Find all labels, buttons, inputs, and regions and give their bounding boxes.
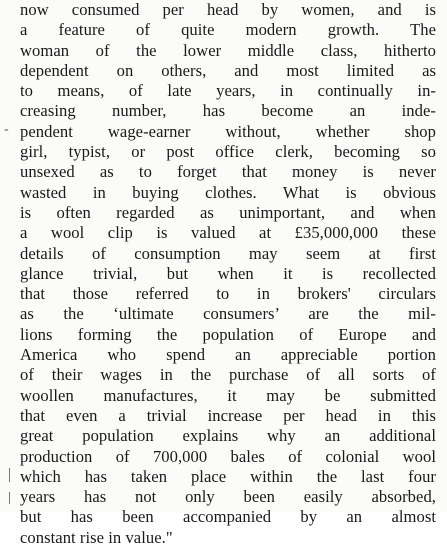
text-line: dependent on others, and most limited as	[20, 60, 436, 80]
text-line: unsexed as to forget that money is never	[20, 162, 436, 182]
text-line: a wool clip is valued at £35,000,000 these	[20, 223, 436, 243]
text-line: as the ‘ultimate consumers’ are the mil-	[20, 304, 436, 324]
text-line: a feature of quite modern growth. The	[20, 20, 436, 40]
text-line: now consumed per head by women, and is	[20, 0, 436, 19]
text-line: which has taken place within the last four	[20, 466, 436, 486]
text-line: is often regarded as unimportant, and when	[20, 202, 436, 222]
text-line: creasing number, has become an inde-	[20, 101, 436, 121]
text-line: woman of the lower middle class, hitherto	[20, 40, 436, 60]
margin-dash-mark: -	[4, 122, 9, 137]
text-line: production of 700,000 bales of colonial wool	[20, 446, 436, 466]
text-line: constant rise in value."	[20, 527, 173, 547]
text-line: but has been accompanied by an almost	[20, 507, 436, 527]
text-line: glance trivial, but when it is recollected	[20, 263, 436, 283]
text-line: great population explains why an additional	[20, 426, 436, 446]
text-line: that even a trivial increase per head in this	[20, 405, 436, 425]
text-line: years has not only been easily absorbed,	[20, 487, 436, 507]
article-text	[20, 0, 436, 548]
text-line: wasted in buying clothes. What is obvious	[20, 182, 436, 202]
text-line: girl, typist, or post office clerk, becoming so	[20, 142, 436, 162]
text-line: America who spend an appreciable portion	[20, 345, 436, 365]
margin-edge-tick	[9, 492, 10, 504]
text-line: to means, of late years, in continually in-	[20, 81, 436, 101]
text-line: pendent wage-earner without, whether shop	[20, 121, 436, 141]
text-line: woollen manufactures, it may be submitted	[20, 385, 436, 405]
text-line: that those referred to in brokers' circulars	[20, 284, 436, 304]
margin-edge-tick	[9, 468, 10, 482]
text-line: details of consumption may seem at first	[20, 243, 436, 263]
text-line: of their wages in the purchase of all sorts of	[20, 365, 436, 385]
text-line: lions forming the population of Europe and	[20, 324, 436, 344]
